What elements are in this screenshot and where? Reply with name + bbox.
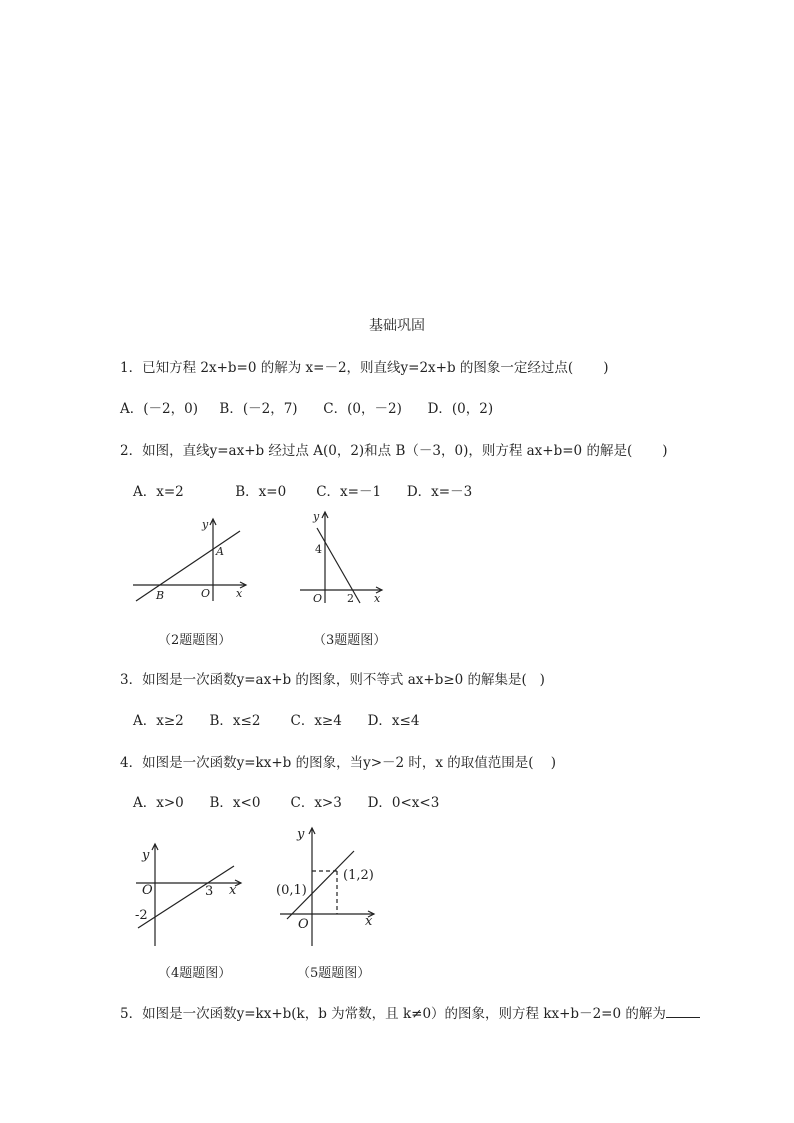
fig4-y-label: y bbox=[142, 848, 150, 863]
question-1-options: A．(－2，0) B．(－2，7) C．(0，－2) D．(0，2) bbox=[120, 401, 494, 417]
fig2-point-b: B bbox=[156, 589, 165, 602]
question-3: 3．如图是一次函数y=ax+b 的图象，则不等式 ax+b≥0 的解集是( ) bbox=[120, 672, 545, 688]
figure-q4-caption: （4题题图） bbox=[158, 966, 232, 981]
question-2-options: A．x=2 B．x=0 C．x=－1 D．x=－3 bbox=[133, 484, 473, 500]
figure-q2-graph bbox=[128, 515, 258, 605]
fig3-x-intercept: 2 bbox=[347, 592, 354, 605]
fig4-x-label: x bbox=[229, 883, 237, 898]
fig5-y-label: y bbox=[297, 827, 305, 842]
question-3-options: A．x≥2 B．x≤2 C．x≥4 D．x≤4 bbox=[133, 713, 420, 729]
fig2-origin: O bbox=[201, 587, 211, 600]
fig2-x-label: x bbox=[236, 587, 243, 600]
question-4-options: A．x>0 B．x<0 C．x>3 D．0<x<3 bbox=[133, 795, 440, 811]
figure-q3-caption: （3题题图） bbox=[313, 633, 387, 648]
question-5-text: 5．如图是一次函数y=kx+b(k，b 为常数，且 k≠0）的图象，则方程 kx+b－2=0 的解为 bbox=[120, 1006, 666, 1022]
fig3-y-intercept: 4 bbox=[315, 543, 322, 556]
fig2-line bbox=[136, 531, 240, 601]
question-4: 4．如图是一次函数y=kx+b 的图象，当y>－2 时，x 的取值范围是( ) bbox=[120, 755, 556, 771]
figure-q4-graph bbox=[133, 842, 248, 948]
fig2-point-a: A bbox=[216, 545, 224, 558]
question-5 bbox=[120, 1005, 700, 1022]
question-2: 2．如图，直线y=ax+b 经过点 A(0，2)和点 B（－3，0)，则方程 ax+b=0 的解是( ) bbox=[120, 443, 668, 459]
fig5-origin: O bbox=[298, 917, 309, 932]
answer-blank[interactable] bbox=[666, 1005, 700, 1018]
figure-q2-caption: （2题题图） bbox=[158, 633, 232, 648]
fig3-y-label: y bbox=[313, 510, 320, 523]
question-1: 1．已知方程 2x+b=0 的解为 x=－2，则直线y=2x+b 的图象一定经过点( ) bbox=[120, 360, 609, 376]
figure-q5-caption: （5题题图） bbox=[297, 966, 371, 981]
fig5-point-0-1: (0,1) bbox=[276, 883, 307, 898]
fig5-x-label: x bbox=[365, 914, 373, 929]
fig5-point-1-2: (1,2) bbox=[343, 868, 374, 883]
fig3-x-label: x bbox=[374, 592, 381, 605]
section-title: 基础巩固 bbox=[369, 318, 425, 334]
fig4-x-intercept: 3 bbox=[205, 884, 214, 899]
fig2-y-label: y bbox=[202, 518, 209, 531]
fig4-y-intercept: -2 bbox=[135, 908, 148, 923]
fig3-origin: O bbox=[313, 592, 323, 605]
fig4-origin: O bbox=[142, 883, 153, 898]
figure-q3-graph bbox=[296, 508, 391, 606]
figure-q5-graph bbox=[270, 822, 385, 948]
